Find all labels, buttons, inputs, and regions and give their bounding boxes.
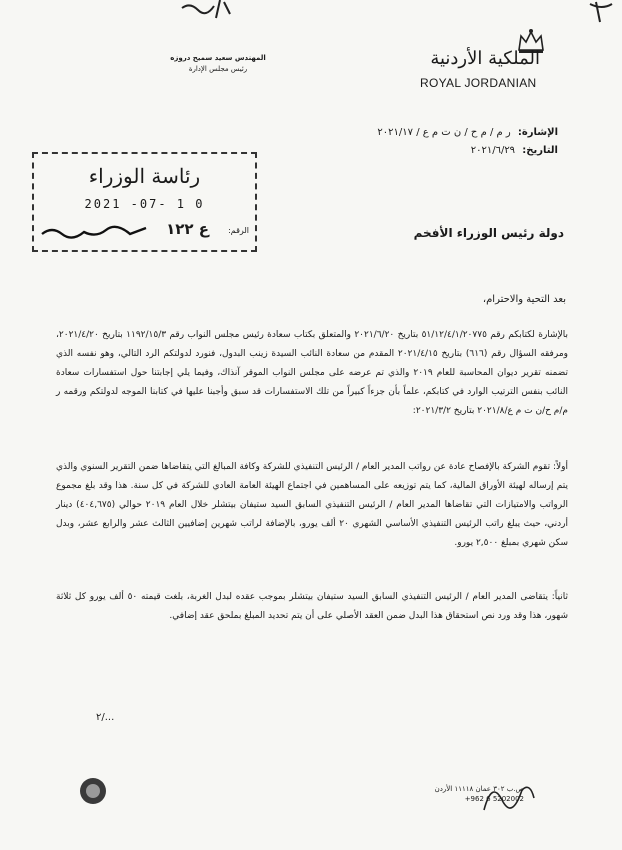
footer-address-line: ص.ب ٣٠٢ عمان ١١١١٨ الأردن [434,785,524,793]
page-continuation-marker: ٢/... [96,712,115,723]
body-paragraph: بالإشارة لكتابكم رقم ٥١/١٢/٤/١/٢٠٧٧٥ بتاريخ ٢٠٢١/٦/٢٠ والمتعلق بكتاب سعادة رئيس مجلس النواب رقم ١١٩٢/١٥/٣ بتاريخ ٢٠٢١/٤/٢٠، ومرفقه السؤال رقم (٦١٦) بتاريخ ٢٠٢١/٤/١٥ المقدم من سعادة النائب السيدة زينب البدول، فنورد لدولتكم الرد التالي، وهو نفسه الذي تضمنه تقرير ديوان المحاسبة للعام ٢٠١٩ والذي تم عرضه على مجلس النواب الموقر آنذاك، وفيما يلي إجابتنا حول استفسارات سعادة النائب بنفس الترتيب الوارد في كتابكم، علماً بأن جزءاً كبيراً من تلك الاستفسارات قد سبق وأجبنا عليها في كتابنا الموجه لدولتكم ورقمه ر م/م ح/ن ت م ع/٢٠٢١/٨ بتاريخ ٢٠٢١/٣/٢: [56,330,568,416]
footer-phone: +962 6 5202002 [464,795,524,803]
stamp-number-label: الرقم: [228,226,249,235]
date-value: ٢٠٢١/٦/٢٩ [470,145,516,156]
stamp-date: 2021 -07- 1 0 [84,197,205,211]
stamp-number-value: ع ١٢٢ [166,220,209,238]
footer-address [404,784,524,804]
sender-title: رئيس مجلس الإدارة [188,65,248,73]
stamp-number [40,220,249,242]
reference-block [377,124,558,160]
reference-label: الإشارة: [517,127,558,138]
seal-icon [80,778,106,804]
reference-line [377,124,558,142]
handwritten-number-scrawl [40,224,150,240]
stamp-title: رئاسة الوزراء [88,164,201,188]
recipient-line: دولة رئيس الوزراء الأفخم [413,226,564,240]
greeting: بعد التحية والاحترام، [482,294,566,305]
logo-english-text: ROYAL JORDANIAN [420,76,537,90]
body-paragraph: ثانياً: يتقاضى المدير العام / الرئيس التنفيذي السابق السيد ستيفان بيتشلر بموجب عقده لبدل الغربة، بلغت قيمته ٥٠ ألف يورو كل ثلاثة شهور، هذا وقد ورد نص استحقاق هذا البدل ضمن العقد الأصلي على أن يتم تحديد المبلغ بملحق عقد إضافي. [56,592,568,621]
date-label: التاريخ: [522,145,558,156]
handwritten-mark-corner [586,0,616,30]
date-line [377,142,558,160]
logo-arabic-text: الملكية الأردنية [430,48,540,69]
receipt-stamp [32,152,257,252]
sender-name: المهندس سعيد سميح دروزه [170,54,266,62]
sender-block [168,54,268,73]
royal-jordanian-logo [420,28,550,98]
body-paragraph: أولاً: تقوم الشركة بالإفصاح عادة عن رواتب المدير العام / الرئيس التنفيذي للشركة وكافة المبالغ التي يتقاضاها ضمن التقرير السنوي والذي يتم إرساله لهيئة الأوراق المالية، كما يتم توزيعه على المساهمين في اجتماع الهيئة العامة العادي للشركة في كل سنة. هذا وقد بلغ مجموع الرواتب والامتيازات التي تقاضاها المدير العام / الرئيس التنفيذي السابق السيد ستيفان بيتشلر خلال العام ٢٠١٩ حوالي (٤٠٤,٦٧٥) دينار أردني، حيث يبلغ راتب الرئيس التنفيذي الأساسي الشهري ٢٠ ألف يورو، بالإضافة لراتب شهرين إضافيين الثالث عشر والرابع عشر، وبدل سكن شهري بمبلغ ٢,٥٠٠ يورو. [56,462,568,548]
reference-value: ر م / م ح / ن ت م ع / ٢٠٢١/١٧ [377,127,511,138]
handwritten-mark [180,0,240,20]
